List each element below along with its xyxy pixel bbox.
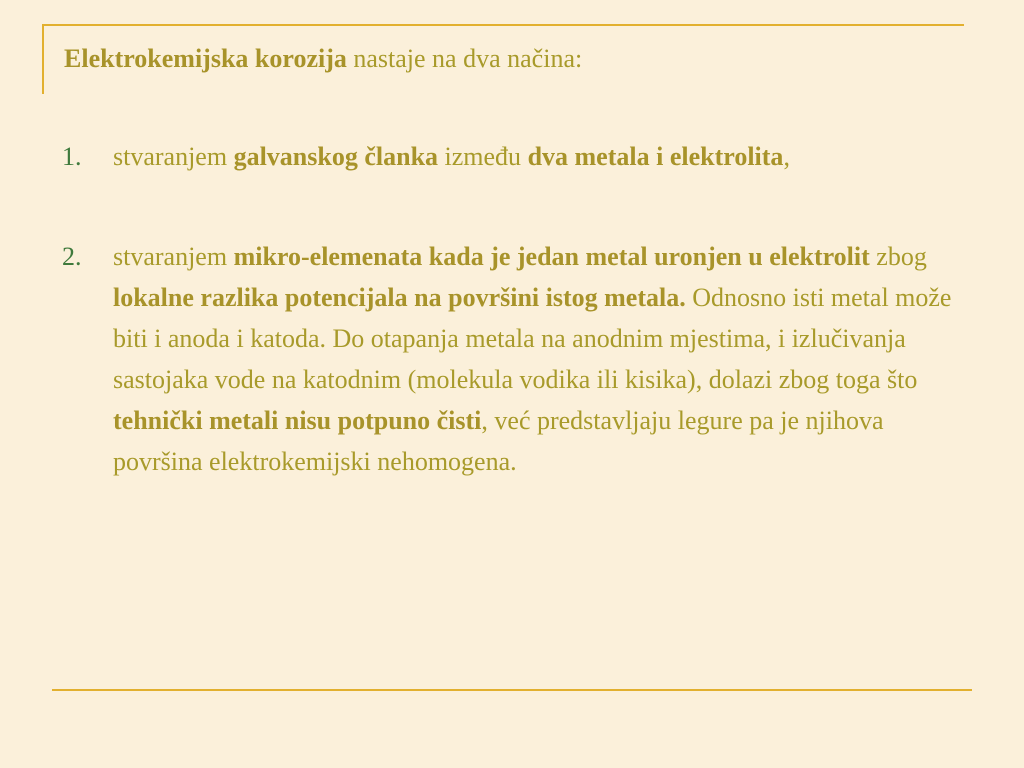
text-segment: stvaranjem [113, 142, 234, 171]
slide-title [64, 40, 582, 78]
item-2-text [113, 242, 951, 476]
text-segment: između [438, 142, 528, 171]
title-rest: nastaje na dva načina: [346, 44, 583, 73]
text-segment: zbog [869, 242, 927, 271]
list-item-2 [62, 236, 962, 482]
bold-segment: mikro-elemenata kada je jedan metal uronjen u elektrolit [233, 242, 870, 271]
bold-segment: galvanskog članka [233, 142, 439, 171]
text-segment: , [783, 142, 790, 171]
numbered-list [62, 136, 962, 482]
bold-segment: dva metala i elektrolita [527, 142, 784, 171]
left-rule [42, 24, 44, 94]
list-number-1: 1. [62, 142, 82, 171]
text-segment: stvaranjem [113, 242, 234, 271]
bold-segment: tehnički metali nisu potpuno čisti [113, 406, 482, 435]
bold-segment: lokalne razlika potencijala na površini istog metala. [113, 283, 686, 312]
text-segment: Odnosno isti metal može biti i anoda i katoda. Do otapanja metala na anodnim mjestima, i izlučivanja sastojaka vode na katodnim (molekula vodika ili kisika), dolazi zbog toga što [113, 283, 952, 394]
bottom-rule [52, 689, 972, 691]
item-1-text [113, 142, 790, 171]
top-rule [42, 24, 964, 26]
list-number-2: 2. [62, 242, 82, 271]
list-item-1 [62, 136, 962, 177]
title-bold-term: Elektrokemijska korozija [64, 44, 347, 73]
text-segment: , već predstavljaju legure pa je njihova površina elektrokemijski nehomogena. [113, 406, 884, 476]
